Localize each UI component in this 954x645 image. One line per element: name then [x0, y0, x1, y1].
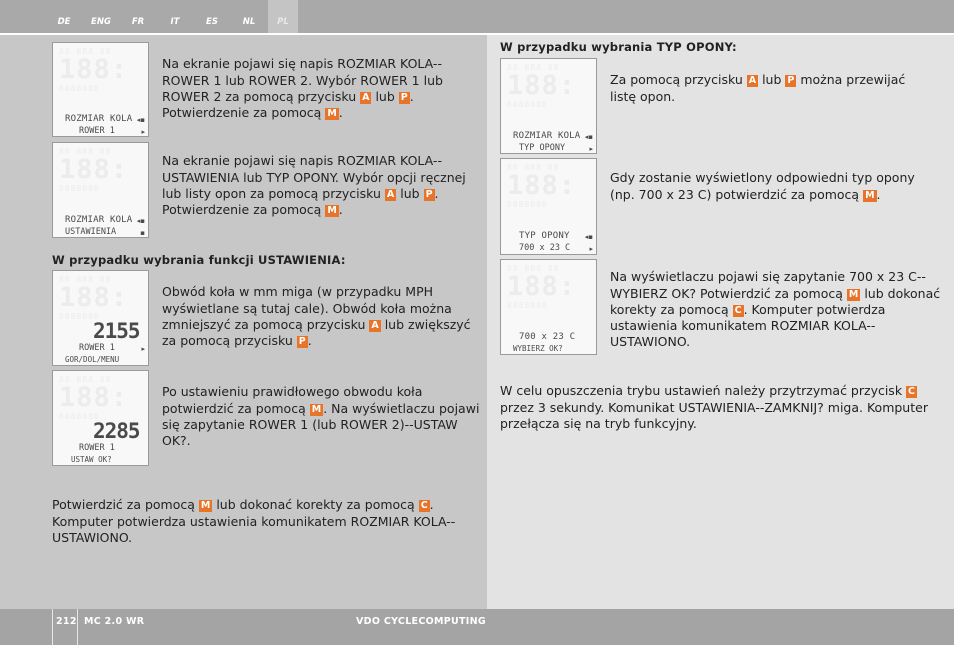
lcd-line-1: ROWER 1 — [79, 443, 115, 453]
tab-es[interactable]: ES — [206, 17, 218, 27]
button-m-icon: M — [848, 288, 859, 300]
lcd-arrow-icon: ◂▪ — [584, 233, 593, 241]
lcd-display-set-ok: 88 888 88 188: 8888888 2285 ROWER 1 USTAW OK? — [52, 370, 149, 466]
lcd-line-1: ROZMIAR KOLA — [65, 215, 133, 225]
paragraph-circumference: Obwód koła w mm miga (w przypadku MPH wyświetlane są tutaj cale). Obwód koła można zmniejszyć za pomocą przycisku A lub zwiększyć za pomocą przycisku P . — [162, 284, 471, 349]
lcd-value: 2155 — [93, 319, 140, 343]
lcd-arrow-icon: ▪ — [140, 229, 145, 237]
lcd-arrow-icon: ▸ — [589, 245, 593, 253]
button-p-icon: P — [787, 75, 795, 87]
button-a-icon: A — [386, 188, 395, 200]
lcd-arrow-icon: ◂▪ — [136, 116, 145, 124]
lcd-line-3: GOR/DOL/MENU — [65, 355, 120, 364]
lcd-display-wheel-size-settings: 88 888 88 188: 8888888 ROZMIAR KOLA ◂▪ USTAWIENIA ▪ — [52, 142, 149, 238]
button-a-icon: A — [371, 319, 379, 331]
lcd-line-1: TYP OPONY — [519, 231, 570, 241]
lcd-line-1: ROZMIAR KOLA — [65, 114, 133, 124]
lcd-line-1: ROWER 1 — [79, 343, 115, 353]
lcd-display-circumference: 88 888 88 188: 8888888 2155 ROWER 1 ▸ GOR/DOL/MENU — [52, 270, 149, 366]
heading-tire-type: W przypadku wybrania TYP OPONY: — [500, 40, 737, 54]
button-a-icon: A — [362, 91, 370, 103]
lcd-arrow-icon: ▸ — [141, 345, 145, 353]
lcd-line-2: ROWER 1 — [79, 126, 115, 136]
paragraph-scroll-tires: Za pomocą przycisku A lub P można przewijać listę opon. — [610, 72, 906, 104]
model-name: MC 2.0 WR — [84, 616, 145, 627]
button-m-icon: M — [311, 403, 322, 415]
brand-name: VDO CYCLECOMPUTING — [356, 616, 486, 627]
lcd-line-2: TYP OPONY — [519, 143, 566, 153]
button-p-icon: P — [400, 91, 408, 103]
paragraph-select-ok: Na wyświetlaczu pojawi się zapytanie 700 x 23 C-- WYBIERZ OK? Potwierdzić za pomocą M lub dokonać korekty za pomocą C . Komputer potwierdza ustawienia komunikatem ROZMIAR KOLA-- USTAWIONO. — [610, 269, 941, 350]
tab-it[interactable]: IT — [170, 17, 180, 27]
tab-fr[interactable]: FR — [131, 17, 145, 27]
button-m-icon: M — [327, 108, 337, 120]
lcd-arrow-icon: ▸ — [141, 128, 145, 136]
page-footer — [0, 609, 954, 645]
tab-nl[interactable]: NL — [242, 17, 256, 27]
paragraph-confirm-settings: Potwierdzić za pomocą M lub dokonać korekty za pomocą C . Komputer potwierdza ustawienia komunikatem ROZMIAR KOLA-- USTAWIONO. — [52, 497, 456, 545]
button-m-icon: M — [865, 189, 875, 201]
lcd-arrow-icon: ◂▪ — [584, 133, 593, 141]
footer-divider — [52, 609, 53, 645]
lcd-line-2: USTAWIENIA — [65, 227, 117, 237]
lcd-line-2: 700 x 23 C — [519, 243, 571, 253]
footer-divider — [77, 609, 78, 645]
lcd-arrow-icon: ▸ — [589, 145, 593, 153]
button-c-icon: C — [908, 386, 916, 398]
paragraph-confirm-circumference: Po ustawieniu prawidłowego obwodu koła potwierdzić za pomocą M . Na wyświetlaczu pojawi się zapytanie ROWER 1 (lub ROWER 2)--USTAW OK?. — [162, 384, 480, 449]
lcd-display-wheel-size-bike: 88 888 88 188: 8888888 ROZMIAR KOLA ◂▪ ROWER 1 ▸ — [52, 42, 149, 137]
button-a-icon: A — [748, 75, 757, 87]
button-m-icon: M — [200, 500, 211, 512]
button-m-icon: M — [327, 205, 337, 217]
page-number: 212 — [56, 616, 77, 627]
lcd-line-1: ROZMIAR KOLA — [513, 131, 581, 141]
button-c-icon: C — [734, 304, 742, 316]
lcd-arrow-icon: ◂▪ — [136, 217, 145, 225]
paragraph-exit-settings: W celu opuszczenia trybu ustawień należy przytrzymać przycisk C przez 3 sekundy. Komunikat USTAWIENIA--ZAMKNIJ? miga. Komputer przełącza się na tryb funkcyjny. — [500, 383, 928, 431]
button-p-icon: P — [425, 188, 433, 200]
tab-eng[interactable]: ENG — [91, 17, 111, 27]
paragraph-wheel-size-bike: Na ekranie pojawi się napis ROZMIAR KOLA-- ROWER 1 lub ROWER 2. Wybór ROWER 1 lub ROWER 2 za pomocą przycisku A lub P . Potwierdzenie za pomocą M . — [162, 56, 443, 121]
button-p-icon: P — [298, 336, 306, 348]
language-tab-bar — [0, 0, 954, 33]
paragraph-wheel-size-settings: Na ekranie pojawi się napis ROZMIAR KOLA-- USTAWIENIA lub TYP OPONY. Wybór opcji ręcznej lub listy opon za pomocą przycisku A lub P . Potwierdzenie za pomocą M . — [162, 153, 466, 218]
tab-pl[interactable]: PL — [268, 0, 298, 33]
lcd-display-tire-type: 88 888 88 188: 8888888 ROZMIAR KOLA ◂▪ TYP OPONY ▸ — [500, 58, 597, 154]
lcd-display-select-ok: 88 888 88 188: 8888888 700 x 23 C WYBIERZ OK? — [500, 259, 597, 355]
lcd-line-3: USTAW OK? — [71, 455, 112, 464]
lcd-value: 2285 — [93, 419, 140, 443]
paragraph-confirm-tire: Gdy zostanie wyświetlony odpowiedni typ opony (np. 700 x 23 C) potwierdzić za pomocą M . — [610, 170, 915, 202]
lcd-line-2: WYBIERZ OK? — [513, 344, 563, 353]
button-c-icon: C — [420, 500, 428, 512]
lcd-line-1: 700 x 23 C — [519, 332, 576, 342]
lcd-display-tire-selected: 88 888 88 188: 8888888 TYP OPONY ◂▪ 700 x 23 C ▸ — [500, 158, 597, 255]
heading-settings: W przypadku wybrania funkcji USTAWIENIA: — [52, 253, 346, 267]
tab-de[interactable]: DE — [57, 17, 71, 27]
